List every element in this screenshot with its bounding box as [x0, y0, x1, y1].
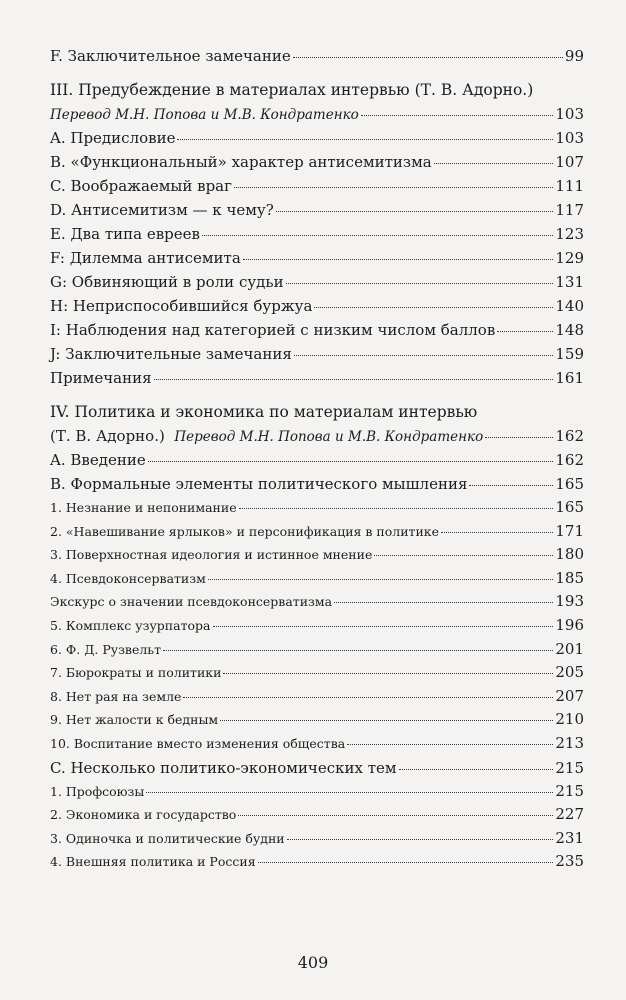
- toc-entry-title: 1. Незнание и непонимание: [50, 500, 237, 515]
- toc-entry: [50, 424, 584, 448]
- dot-leader: [469, 485, 553, 486]
- toc-entry: [50, 590, 584, 614]
- toc-entry: [50, 803, 584, 827]
- toc-entry-title: A. Предисловие: [50, 129, 176, 147]
- toc-entry-page: 162: [555, 451, 584, 469]
- toc-entry: [50, 520, 584, 544]
- dot-leader: [148, 461, 554, 462]
- toc-entry-page: 215: [555, 781, 584, 800]
- dot-leader: [213, 626, 554, 627]
- toc-entry-page: 185: [555, 568, 584, 587]
- dot-leader: [239, 508, 554, 509]
- toc-entry: [50, 342, 584, 366]
- section-heading: IV. Политика и экономика по материалам интервью: [50, 403, 478, 421]
- toc-entry-page: 131: [555, 273, 584, 291]
- toc-entry-title: 8. Нет рая на земле: [50, 688, 182, 704]
- toc-entry-title: 1. Профсоюзы: [50, 783, 145, 799]
- toc-entry-page: 162: [555, 427, 584, 445]
- toc-entry-page: 165: [555, 498, 584, 516]
- toc-entry: [50, 270, 584, 294]
- dot-leader: [399, 769, 554, 770]
- dot-leader: [347, 744, 553, 745]
- toc-entry: [50, 661, 584, 685]
- dot-leader: [287, 839, 554, 840]
- toc-entry-page: 227: [555, 805, 584, 824]
- toc-entry: [50, 150, 584, 174]
- toc-entry-page: 140: [555, 297, 584, 315]
- toc-entry-title: 2. Экономика и государство: [50, 807, 237, 823]
- toc-entry-title: 7. Бюрократы и политики: [50, 665, 222, 681]
- toc-entry-page: 107: [555, 153, 584, 171]
- dot-leader: [497, 331, 553, 332]
- toc-entry: [50, 294, 584, 318]
- toc-entry-title: 9. Нет жалости к бедным: [50, 712, 219, 728]
- toc-entry-title: [50, 424, 483, 449]
- toc-entry-page: 213: [555, 733, 584, 752]
- author-credit: (Т. В. Адорно.): [50, 427, 165, 445]
- toc-entry: [50, 567, 584, 591]
- toc-entry-page: 210: [555, 710, 584, 729]
- dot-leader: [154, 379, 554, 380]
- dot-leader: [485, 437, 553, 438]
- section4-entries: [50, 448, 584, 874]
- toc-entry: [50, 126, 584, 150]
- dot-leader: [361, 115, 554, 116]
- toc-entry: [50, 366, 584, 390]
- dot-leader: [163, 650, 553, 651]
- dot-leader: [208, 579, 554, 580]
- toc-entry-title: J: Заключительные замечания: [50, 345, 292, 363]
- toc-entry-title: C. Несколько политико-экономических тем: [50, 758, 397, 777]
- dot-leader: [238, 815, 553, 816]
- toc-entry-title: 2. «Навешивание ярлыков» и персонификация в политике: [50, 523, 440, 539]
- toc-entry: [50, 44, 584, 68]
- toc-entry-page: 171: [555, 521, 584, 540]
- toc-entry-title: C. Воображаемый враг: [50, 177, 232, 195]
- dot-leader: [243, 259, 554, 260]
- dot-leader: [374, 555, 553, 556]
- toc-entry-page: 165: [555, 475, 584, 493]
- dot-leader: [177, 139, 553, 140]
- toc-entry: [50, 708, 584, 732]
- toc-entry: [50, 780, 584, 804]
- table-of-contents: [50, 44, 584, 874]
- dot-leader: [146, 792, 553, 793]
- dot-leader: [202, 235, 553, 236]
- toc-entry-title: H: Неприспособившийся буржуа: [50, 297, 313, 315]
- toc-entry-title: Примечания: [50, 369, 152, 387]
- dot-leader: [286, 283, 554, 284]
- toc-entry-title: 3. Поверхностная идеология и истинное мнение: [50, 547, 373, 563]
- toc-entry-page: 111: [555, 177, 584, 195]
- dot-leader: [293, 57, 563, 58]
- toc-entry: [50, 318, 584, 342]
- toc-entry-title: 4. Внешняя политика и Россия: [50, 854, 256, 870]
- translators-credit: Перевод М.Н. Попова и М.В. Кондратенко: [50, 107, 359, 123]
- dot-leader: [434, 163, 554, 164]
- toc-entry-page: 207: [555, 686, 584, 705]
- toc-entry-page: 103: [555, 105, 584, 123]
- toc-entry: [50, 102, 584, 126]
- toc-entry-page: 123: [555, 225, 584, 243]
- toc-entry: [50, 448, 584, 472]
- toc-entry-title: G: Обвиняющий в роли судьи: [50, 273, 284, 291]
- toc-entry-title: F. Заключительное замечание: [50, 47, 291, 65]
- toc-entry-title: A. Введение: [50, 451, 146, 469]
- toc-entry: [50, 850, 584, 874]
- page-number: 409: [297, 953, 329, 972]
- toc-entry-title: 5. Комплекс узурпатора: [50, 617, 211, 633]
- toc-entry: [50, 222, 584, 246]
- toc-entry-title: E. Два типа евреев: [50, 225, 200, 243]
- dot-leader: [220, 720, 553, 721]
- toc-entry-title: F: Дилемма антисемита: [50, 249, 241, 267]
- toc-entry-page: 103: [555, 129, 584, 147]
- dot-leader: [183, 697, 553, 698]
- toc-entry-page: 193: [555, 592, 584, 611]
- toc-entry-page: 159: [555, 345, 584, 363]
- toc-entry-title: 10. Воспитание вместо изменения общества: [50, 735, 346, 751]
- dot-leader: [234, 187, 553, 188]
- toc-entry: [50, 756, 584, 780]
- dot-leader: [314, 307, 553, 308]
- dot-leader: [258, 862, 554, 863]
- toc-entry-page: 129: [555, 249, 584, 267]
- toc-entry-title: D. Антисемитизм — к чему?: [50, 201, 274, 219]
- toc-entry: [50, 246, 584, 270]
- toc-entry: [50, 496, 584, 520]
- section-heading: III. Предубеждение в материалах интервью (Т. В. Адорно.): [50, 81, 534, 99]
- toc-entry-page: 161: [555, 369, 584, 387]
- toc-entry-title: 3. Одиночка и политические будни: [50, 830, 285, 846]
- toc-entry: [50, 614, 584, 638]
- toc-entry: [50, 685, 584, 709]
- dot-leader: [334, 602, 553, 603]
- dot-leader: [276, 211, 554, 212]
- toc-entry: [50, 198, 584, 222]
- toc-entry: [50, 827, 584, 851]
- toc-entry-page: 231: [555, 828, 584, 847]
- toc-entry-title: B. «Функциональный» характер антисемитизма: [50, 153, 432, 171]
- toc-entry: [50, 638, 584, 662]
- dot-leader: [223, 673, 553, 674]
- translators-credit: Перевод М.Н. Попова и М.В. Кондратенко: [174, 429, 484, 445]
- dot-leader: [441, 532, 553, 533]
- toc-entry-page: 205: [555, 663, 584, 682]
- toc-entry: [50, 543, 584, 567]
- toc-entry-page: 180: [555, 545, 584, 564]
- toc-entry-page: 117: [555, 201, 584, 219]
- section3-entries: [50, 126, 584, 390]
- toc-entry-page: 148: [555, 321, 584, 339]
- toc-entry: [50, 732, 584, 756]
- toc-entry-title: 4. Псевдоконсерватизм: [50, 570, 206, 586]
- toc-entry-title: 6. Ф. Д. Рузвельт: [50, 641, 162, 657]
- toc-entry-page: 201: [555, 639, 584, 658]
- toc-entry-title: B. Формальные элементы политического мышления: [50, 475, 468, 493]
- toc-entry-title: Экскурс о значении псевдоконсерватизма: [50, 594, 333, 610]
- toc-entry-page: 99: [564, 47, 584, 65]
- dot-leader: [294, 355, 554, 356]
- toc-entry-page: 235: [555, 852, 584, 871]
- toc-entry-page: 215: [555, 758, 584, 777]
- toc-entry-page: 196: [555, 615, 584, 634]
- toc-entry: [50, 174, 584, 198]
- toc-entry: [50, 472, 584, 496]
- toc-entry-title: I: Наблюдения над категорией с низким числом баллов: [50, 321, 496, 339]
